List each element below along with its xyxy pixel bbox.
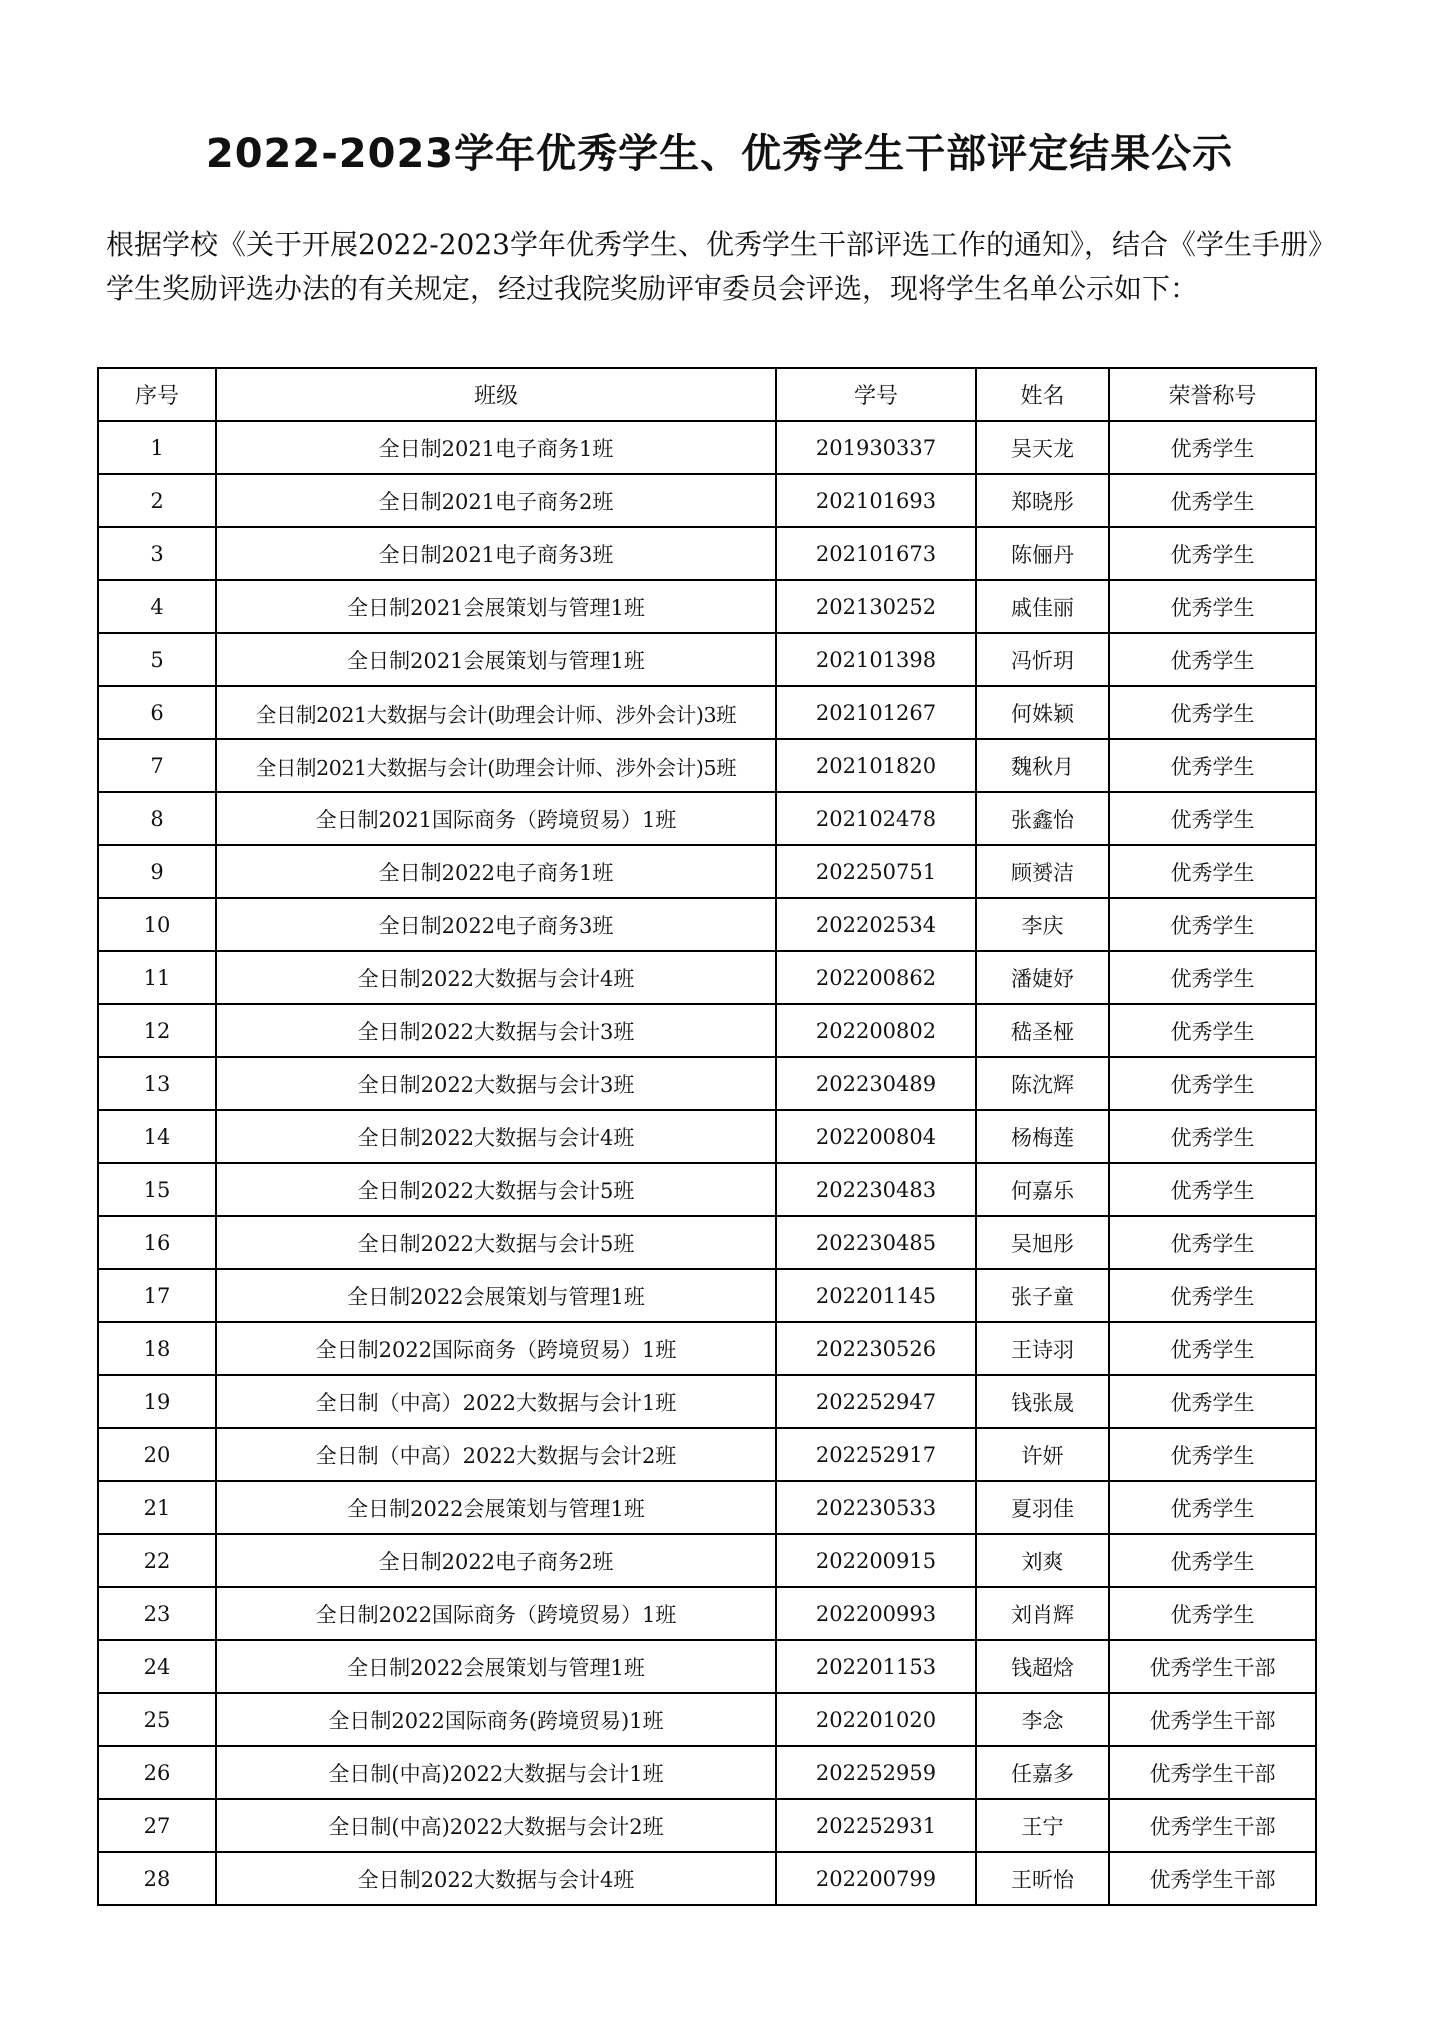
cell-class: 全日制2022会展策划与管理1班 (216, 1481, 776, 1534)
table-row (98, 1799, 1316, 1852)
cell-honor: 优秀学生 (1109, 1428, 1316, 1481)
cell-name: 嵇圣桠 (976, 1004, 1109, 1057)
cell-class: 全日制（中高）2022大数据与会计2班 (216, 1428, 776, 1481)
header-class: 班级 (216, 368, 776, 421)
cell-student-id: 202102478 (776, 792, 976, 845)
cell-name: 吴天龙 (976, 421, 1109, 474)
cell-index: 18 (98, 1322, 216, 1375)
cell-index: 25 (98, 1693, 216, 1746)
table-row (98, 792, 1316, 845)
cell-name: 李念 (976, 1693, 1109, 1746)
cell-index: 5 (98, 633, 216, 686)
cell-class: 全日制2022国际商务（跨境贸易）1班 (216, 1587, 776, 1640)
cell-index: 19 (98, 1375, 216, 1428)
cell-class: 全日制2022电子商务1班 (216, 845, 776, 898)
cell-honor: 优秀学生干部 (1109, 1799, 1316, 1852)
cell-honor: 优秀学生 (1109, 421, 1316, 474)
cell-class: 全日制2022国际商务(跨境贸易)1班 (216, 1693, 776, 1746)
cell-class: 全日制2021会展策划与管理1班 (216, 633, 776, 686)
cell-class: 全日制2022大数据与会计5班 (216, 1216, 776, 1269)
results-table (97, 367, 1317, 1906)
cell-honor: 优秀学生干部 (1109, 1746, 1316, 1799)
cell-class: 全日制2022电子商务3班 (216, 898, 776, 951)
cell-name: 戚佳丽 (976, 580, 1109, 633)
cell-student-id: 202201153 (776, 1640, 976, 1693)
cell-name: 郑晓彤 (976, 474, 1109, 527)
cell-student-id: 202250751 (776, 845, 976, 898)
cell-class: 全日制2021大数据与会计(助理会计师、涉外会计)3班 (216, 686, 776, 739)
cell-student-id: 202200804 (776, 1110, 976, 1163)
cell-index: 16 (98, 1216, 216, 1269)
cell-honor: 优秀学生 (1109, 1375, 1316, 1428)
cell-honor: 优秀学生 (1109, 527, 1316, 580)
cell-student-id: 202101820 (776, 739, 976, 792)
cell-student-id: 202101693 (776, 474, 976, 527)
table-row (98, 686, 1316, 739)
cell-index: 4 (98, 580, 216, 633)
cell-honor: 优秀学生 (1109, 1587, 1316, 1640)
cell-name: 张子童 (976, 1269, 1109, 1322)
cell-class: 全日制2022会展策划与管理1班 (216, 1269, 776, 1322)
cell-index: 22 (98, 1534, 216, 1587)
cell-student-id: 202230526 (776, 1322, 976, 1375)
cell-honor: 优秀学生 (1109, 686, 1316, 739)
cell-name: 何嘉乐 (976, 1163, 1109, 1216)
cell-name: 夏羽佳 (976, 1481, 1109, 1534)
cell-index: 8 (98, 792, 216, 845)
cell-honor: 优秀学生 (1109, 845, 1316, 898)
cell-class: 全日制2022大数据与会计4班 (216, 951, 776, 1004)
cell-student-id: 202101673 (776, 527, 976, 580)
cell-index: 12 (98, 1004, 216, 1057)
cell-student-id: 201930337 (776, 421, 976, 474)
cell-index: 14 (98, 1110, 216, 1163)
header-index: 序号 (98, 368, 216, 421)
cell-name: 何姝颖 (976, 686, 1109, 739)
cell-class: 全日制2021国际商务（跨境贸易）1班 (216, 792, 776, 845)
table-row (98, 898, 1316, 951)
cell-honor: 优秀学生 (1109, 1057, 1316, 1110)
cell-honor: 优秀学生干部 (1109, 1640, 1316, 1693)
table-row (98, 1640, 1316, 1693)
cell-index: 7 (98, 739, 216, 792)
table-row (98, 633, 1316, 686)
cell-class: 全日制2021会展策划与管理1班 (216, 580, 776, 633)
cell-index: 6 (98, 686, 216, 739)
cell-class: 全日制2021电子商务3班 (216, 527, 776, 580)
cell-class: 全日制2022电子商务2班 (216, 1534, 776, 1587)
cell-index: 15 (98, 1163, 216, 1216)
cell-name: 顾赟洁 (976, 845, 1109, 898)
cell-student-id: 202201145 (776, 1269, 976, 1322)
cell-honor: 优秀学生 (1109, 1322, 1316, 1375)
table-row (98, 1004, 1316, 1057)
table-row (98, 1216, 1316, 1269)
cell-student-id: 202230489 (776, 1057, 976, 1110)
table-row (98, 1693, 1316, 1746)
cell-index: 1 (98, 421, 216, 474)
cell-honor: 优秀学生 (1109, 1269, 1316, 1322)
cell-honor: 优秀学生 (1109, 474, 1316, 527)
cell-student-id: 202101267 (776, 686, 976, 739)
page-title: 2022-2023学年优秀学生、优秀学生干部评定结果公示 (205, 131, 1234, 177)
cell-name: 任嘉多 (976, 1746, 1109, 1799)
cell-honor: 优秀学生 (1109, 792, 1316, 845)
cell-honor: 优秀学生 (1109, 580, 1316, 633)
header-honor: 荣誉称号 (1109, 368, 1316, 421)
cell-index: 24 (98, 1640, 216, 1693)
table-row (98, 421, 1316, 474)
cell-name: 刘肖辉 (976, 1587, 1109, 1640)
table-row (98, 1852, 1316, 1905)
header-student-id: 学号 (776, 368, 976, 421)
cell-honor: 优秀学生 (1109, 1481, 1316, 1534)
cell-honor: 优秀学生 (1109, 951, 1316, 1004)
cell-name: 李庆 (976, 898, 1109, 951)
cell-honor: 优秀学生 (1109, 1110, 1316, 1163)
cell-name: 张鑫怡 (976, 792, 1109, 845)
table-row (98, 1322, 1316, 1375)
cell-student-id: 202230483 (776, 1163, 976, 1216)
cell-honor: 优秀学生 (1109, 1004, 1316, 1057)
cell-name: 冯忻玥 (976, 633, 1109, 686)
cell-honor: 优秀学生 (1109, 739, 1316, 792)
table-row (98, 1269, 1316, 1322)
cell-class: 全日制2022会展策划与管理1班 (216, 1640, 776, 1693)
cell-student-id: 202200993 (776, 1587, 976, 1640)
table-row (98, 951, 1316, 1004)
table-row (98, 739, 1316, 792)
cell-class: 全日制2021电子商务2班 (216, 474, 776, 527)
table-row (98, 1428, 1316, 1481)
table-header-row (98, 368, 1316, 421)
cell-index: 28 (98, 1852, 216, 1905)
cell-class: 全日制2022大数据与会计4班 (216, 1852, 776, 1905)
cell-index: 26 (98, 1746, 216, 1799)
cell-index: 20 (98, 1428, 216, 1481)
table-row (98, 527, 1316, 580)
cell-student-id: 202130252 (776, 580, 976, 633)
table-row (98, 1746, 1316, 1799)
cell-name: 钱超焓 (976, 1640, 1109, 1693)
table-row (98, 845, 1316, 898)
cell-index: 27 (98, 1799, 216, 1852)
cell-honor: 优秀学生 (1109, 633, 1316, 686)
cell-index: 9 (98, 845, 216, 898)
cell-index: 10 (98, 898, 216, 951)
table-row (98, 1587, 1316, 1640)
cell-student-id: 202252917 (776, 1428, 976, 1481)
cell-student-id: 202201020 (776, 1693, 976, 1746)
header-name: 姓名 (976, 368, 1109, 421)
cell-name: 魏秋月 (976, 739, 1109, 792)
cell-honor: 优秀学生 (1109, 898, 1316, 951)
cell-name: 钱张晟 (976, 1375, 1109, 1428)
cell-index: 3 (98, 527, 216, 580)
table-row (98, 1110, 1316, 1163)
cell-index: 2 (98, 474, 216, 527)
cell-student-id: 202200915 (776, 1534, 976, 1587)
cell-name: 王宁 (976, 1799, 1109, 1852)
cell-index: 23 (98, 1587, 216, 1640)
cell-student-id: 202252931 (776, 1799, 976, 1852)
table-row (98, 580, 1316, 633)
cell-honor: 优秀学生干部 (1109, 1693, 1316, 1746)
cell-class: 全日制（中高）2022大数据与会计1班 (216, 1375, 776, 1428)
table-row (98, 1534, 1316, 1587)
cell-class: 全日制2022国际商务（跨境贸易）1班 (216, 1322, 776, 1375)
cell-honor: 优秀学生干部 (1109, 1852, 1316, 1905)
intro-paragraph: 根据学校《关于开展2022-2023学年优秀学生、优秀学生干部评选工作的通知》，结合《学生手册》学生奖励评选办法的有关规定，经过我院奖励评审委员会评选，现将学生名单公示如下： (106, 228, 1336, 305)
cell-name: 杨梅莲 (976, 1110, 1109, 1163)
cell-class: 全日制(中高)2022大数据与会计2班 (216, 1799, 776, 1852)
cell-student-id: 202230533 (776, 1481, 976, 1534)
cell-class: 全日制2022大数据与会计3班 (216, 1057, 776, 1110)
table-row (98, 1481, 1316, 1534)
cell-name: 王昕怡 (976, 1852, 1109, 1905)
cell-name: 许妍 (976, 1428, 1109, 1481)
cell-class: 全日制2021电子商务1班 (216, 421, 776, 474)
cell-name: 陈沈辉 (976, 1057, 1109, 1110)
cell-honor: 优秀学生 (1109, 1534, 1316, 1587)
cell-name: 吴旭彤 (976, 1216, 1109, 1269)
table-row (98, 1163, 1316, 1216)
cell-student-id: 202202534 (776, 898, 976, 951)
cell-class: 全日制2022大数据与会计4班 (216, 1110, 776, 1163)
cell-index: 13 (98, 1057, 216, 1110)
cell-student-id: 202230485 (776, 1216, 976, 1269)
cell-student-id: 202101398 (776, 633, 976, 686)
table-row (98, 1057, 1316, 1110)
cell-name: 刘爽 (976, 1534, 1109, 1587)
cell-index: 21 (98, 1481, 216, 1534)
cell-class: 全日制2021大数据与会计(助理会计师、涉外会计)5班 (216, 739, 776, 792)
cell-student-id: 202200799 (776, 1852, 976, 1905)
cell-student-id: 202252947 (776, 1375, 976, 1428)
table-row (98, 1375, 1316, 1428)
cell-student-id: 202200802 (776, 1004, 976, 1057)
cell-student-id: 202200862 (776, 951, 976, 1004)
cell-class: 全日制2022大数据与会计5班 (216, 1163, 776, 1216)
cell-honor: 优秀学生 (1109, 1216, 1316, 1269)
cell-student-id: 202252959 (776, 1746, 976, 1799)
cell-name: 陈俪丹 (976, 527, 1109, 580)
cell-index: 11 (98, 951, 216, 1004)
cell-name: 潘婕妤 (976, 951, 1109, 1004)
cell-class: 全日制2022大数据与会计3班 (216, 1004, 776, 1057)
cell-honor: 优秀学生 (1109, 1163, 1316, 1216)
cell-class: 全日制(中高)2022大数据与会计1班 (216, 1746, 776, 1799)
table-row (98, 474, 1316, 527)
cell-index: 17 (98, 1269, 216, 1322)
cell-name: 王诗羽 (976, 1322, 1109, 1375)
